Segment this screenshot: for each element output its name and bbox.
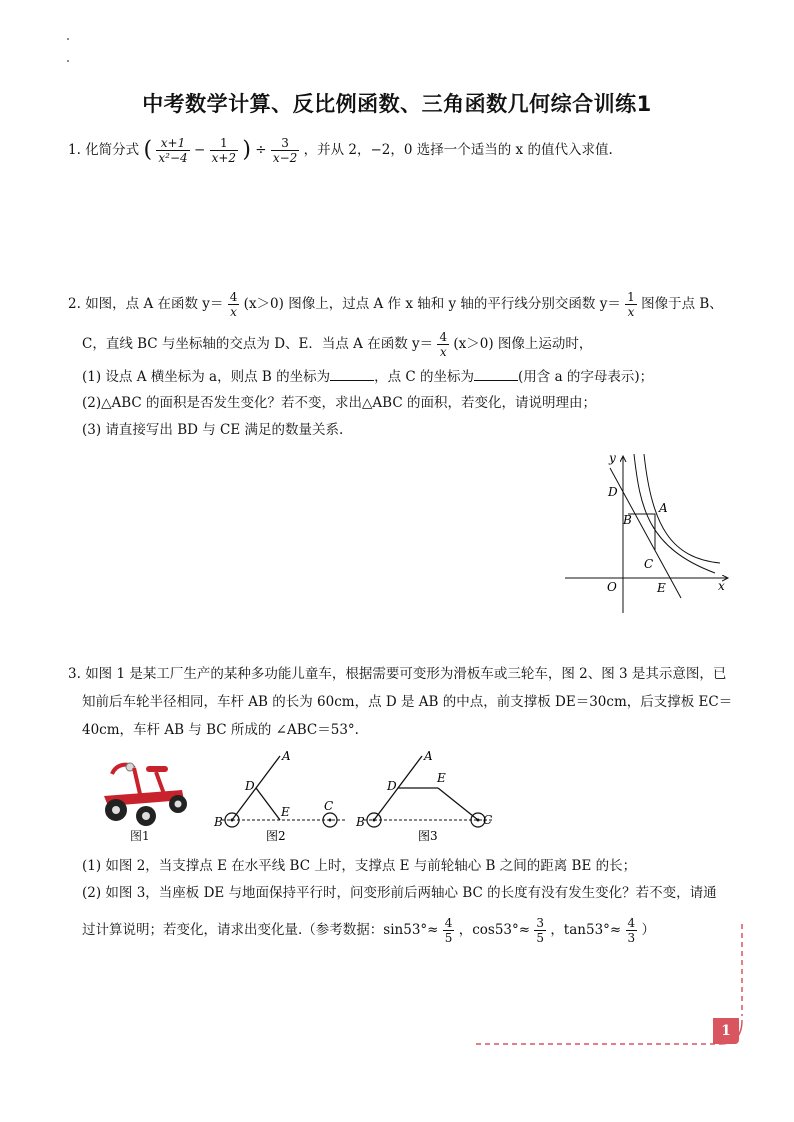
question-2-part-1: (1) 设点 A 横坐标为 a，则点 B 的坐标为 ，点 C 的坐标为 (用含 a 的字母表示)； xyxy=(82,366,653,387)
question-2-part-2: (2)△ABC 的面积是否发生变化？若不变，求出△ABC 的面积，若变化，请说明理由； xyxy=(82,395,596,411)
toy-car-photo xyxy=(94,754,194,834)
q1-text: 化简分式 xyxy=(85,142,140,158)
label-c: C xyxy=(644,557,654,571)
question-2-part-3: (3) 请直接写出 BD 与 CE 满足的数量关系. xyxy=(82,422,344,438)
label-e: E xyxy=(657,581,666,595)
fraction: $\frac{4}{x}$ xyxy=(229,290,238,319)
question-number: 2. xyxy=(68,296,81,312)
fig3-label-a: A xyxy=(424,749,433,763)
page-corner-decoration xyxy=(470,920,750,1050)
question-2-line-1: 2. 如图，点 A 在函数 y＝ $\frac{4}{x}$ (x＞0) 图像上，过点 A 作 x 轴和 y 轴的平行线分别交函数 y＝ $\frac{1}{x}$ 图像于点 B、 xyxy=(68,290,723,319)
fraction: $\frac{1}{x+2}$ xyxy=(211,136,237,165)
page-title: 中考数学计算、反比例函数、三角函数几何综合训练1 xyxy=(142,92,652,116)
fig3-bar-ec xyxy=(438,788,478,820)
mark-dot xyxy=(67,60,69,62)
question-3-part-2: (2) 如图 3，当座板 DE 与地面保持平行时，问变形前后两轴心 BC 的长度有没有发生变化？若不变，请通 xyxy=(82,885,717,901)
question-3-line-3: 40cm，车杆 AB 与 BC 所成的 ∠ABC＝53°. xyxy=(82,722,359,738)
segment-b-a-c xyxy=(628,514,655,550)
label-d: D xyxy=(608,485,618,499)
label-y: y xyxy=(609,451,616,465)
fig2-label-d: D xyxy=(245,779,255,793)
fig3-label-c: C xyxy=(483,813,493,827)
question-2-line-2: C，直线 BC 与坐标轴的交点为 D、E．当点 A 在函数 y＝ $\frac{4}{x}$ (x＞0) 图像上运动时， xyxy=(82,330,593,359)
fraction: $\frac{4}{x}$ xyxy=(439,330,448,359)
question-3-part-1: (1) 如图 2，当支撑点 E 在水平线 BC 上时，支撑点 E 与前轮轴心 B 之间的距离 BE 的长； xyxy=(82,858,637,874)
question-3-part-3: 过计算说明；若变化，请求出变化量.（参考数据：sin53°≈ $\frac{4}{5}$ ，cos53°≈ $\frac{3}{5}$ ，tan53°≈ $\frac{4}{3}$ ） xyxy=(82,916,655,945)
fig2-bar-de xyxy=(256,788,280,820)
fraction: $\frac{4}{5}$ xyxy=(444,916,453,945)
fig3-label-e: E xyxy=(437,771,446,785)
q2-figure xyxy=(560,448,740,618)
question-3-line-2: 知前后车轮半径相同，车杆 AB 的长为 60cm，点 D 是 AB 的中点，前支撑板 DE＝30cm，后支撑板 EC＝ xyxy=(82,694,733,710)
answer-blank xyxy=(330,366,374,381)
page-number: 1 xyxy=(713,1018,739,1044)
fig3-label-b: B xyxy=(356,815,365,829)
question-number: 1. xyxy=(68,142,81,158)
fraction: $\frac{4}{3}$ xyxy=(627,916,636,945)
question-1: 1. 化简分式 ( $\frac{x+1}{\text{x²−4}}$ − $\frac{1}{x+2}$ ) ÷ $\frac{3}{x-2}$ ，并从 2，−2，0 选择一个适当的 x 的值代入求值. xyxy=(68,136,613,165)
fig2-label-c: C xyxy=(324,799,334,813)
fig1-caption: 图1 xyxy=(130,829,150,843)
fraction: $\frac{1}{x}$ xyxy=(627,290,635,319)
fig2-label-a: A xyxy=(282,749,291,763)
answer-blank xyxy=(474,366,518,381)
fraction: $\frac{3}{x-2}$ xyxy=(272,136,298,165)
fig2-label-b: B xyxy=(214,815,223,829)
q3-figures xyxy=(208,748,498,844)
q1-text-post: ，并从 2，−2，0 选择一个适当的 x 的值代入求值. xyxy=(303,142,613,158)
fig2-label-e: E xyxy=(281,805,290,819)
label-b: B xyxy=(623,513,632,527)
fig3-label-d: D xyxy=(387,779,397,793)
label-a: A xyxy=(659,501,668,515)
question-number: 3. xyxy=(68,666,81,682)
question-3-line-1: 3. 如图 1 是某工厂生产的某种多功能儿童车，根据需要可变形为滑板车或三轮车，图 2、图 3 是其示意图，已 xyxy=(68,666,727,682)
fraction: $\frac{x+1}{\text{x²−4}}$ xyxy=(158,136,188,165)
fig3-caption: 图3 xyxy=(418,829,438,843)
fraction: $\frac{3}{5}$ xyxy=(536,916,545,945)
label-x: x xyxy=(718,579,725,593)
fig2-caption: 图2 xyxy=(266,829,286,843)
mark-dot xyxy=(67,38,69,40)
label-o: O xyxy=(607,580,617,594)
